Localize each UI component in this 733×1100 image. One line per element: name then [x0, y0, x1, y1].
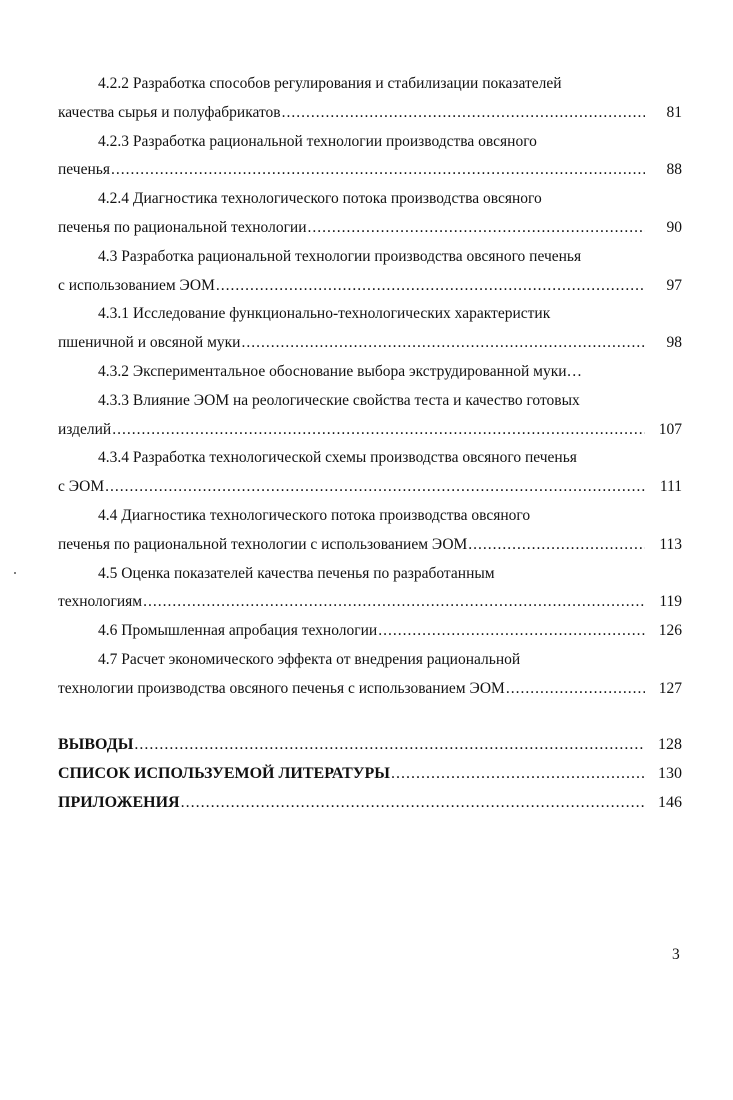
- toc-major-title: ВЫВОДЫ: [58, 736, 134, 753]
- dot-leader: [378, 617, 645, 646]
- toc-entry-title: 4.3.2 Экспериментальное обоснование выбора экструдированной муки…: [98, 362, 583, 380]
- table-of-contents: [58, 70, 682, 704]
- toc-entry-title: 4.7 Расчет экономического эффекта от внедрения рациональной: [98, 650, 521, 668]
- toc-entry-title-cont: технологиям: [58, 593, 143, 611]
- toc-page-number: 146: [658, 794, 682, 811]
- dot-leader: [391, 759, 645, 788]
- dot-leader: [112, 416, 645, 445]
- dot-leader: [506, 675, 645, 704]
- dot-leader: [216, 272, 645, 301]
- toc-entry-title: 4.6 Промышленная апробация технологии: [98, 622, 378, 640]
- toc-entry-title-cont: с ЭОМ: [58, 478, 105, 496]
- toc-entry-title-cont: печенья по рациональной технологии: [58, 218, 307, 236]
- dot-leader: [241, 329, 645, 358]
- toc-entry-4-3-1[interactable]: [58, 300, 682, 358]
- dot-leader: [282, 99, 645, 128]
- toc-entry-title-cont: технологии производства овсяного печенья с использованием ЭОМ: [58, 679, 505, 697]
- dot-leader: [181, 788, 645, 817]
- toc-entry-title: 4.2.2 Разработка способов регулирования и стабилизации показателей: [98, 75, 562, 92]
- toc-entry-4-3-3[interactable]: [58, 387, 682, 445]
- toc-page-number: 111: [659, 478, 682, 496]
- toc-entry-title-cont: печенья по рациональной технологии с использованием ЭОМ: [58, 535, 468, 553]
- toc-entry-title-cont: печенья: [58, 161, 110, 179]
- toc-page-number: 126: [658, 622, 682, 640]
- toc-page-number: 98: [666, 334, 682, 352]
- toc-entry-title: 4.3.3 Влияние ЭОМ на реологические свойства теста и качество готовых: [98, 391, 580, 409]
- toc-entry-title: 4.2.4 Диагностика технологического потока производства овсяного: [98, 190, 542, 208]
- toc-references[interactable]: [58, 759, 682, 788]
- toc-entry-4-3-2[interactable]: [58, 358, 682, 387]
- dot-leader: [143, 588, 645, 617]
- toc-entry-title: 4.4 Диагностика технологического потока производства овсяного: [98, 506, 531, 524]
- toc-entry-title-cont: с использованием ЭОМ: [58, 276, 215, 294]
- toc-entry-title-cont: пшеничной и овсяной муки: [58, 334, 241, 352]
- toc-entry-title: 4.5 Оценка показателей качества печенья по разработанным: [98, 564, 495, 582]
- toc-entry-4-3[interactable]: [58, 243, 682, 301]
- toc-entry-title: 4.3.1 Исследование функционально-технологических характеристик: [98, 305, 551, 323]
- toc-page-number: 90: [666, 218, 682, 236]
- toc-entry-4-2-4[interactable]: [58, 185, 682, 243]
- toc-entry-4-7[interactable]: [58, 646, 682, 704]
- toc-page-number: 128: [658, 736, 682, 753]
- toc-entry-title-cont: качества сырья и полуфабрикатов: [58, 103, 281, 121]
- toc-entry-title: 4.3 Разработка рациональной технологии производства овсяного печенья: [98, 247, 582, 265]
- toc-page-number: 113: [659, 535, 682, 553]
- toc-major-sections: [58, 730, 682, 817]
- toc-page-number: 97: [666, 276, 682, 294]
- toc-major-title: СПИСОК ИСПОЛЬЗУЕМОЙ ЛИТЕРАТУРЫ: [58, 765, 390, 782]
- toc-appendices[interactable]: [58, 788, 682, 817]
- toc-page-number: 88: [666, 161, 682, 179]
- toc-entry-4-2-3[interactable]: [58, 128, 682, 186]
- toc-page-number: 127: [658, 679, 682, 697]
- toc-page-number: 130: [658, 765, 682, 782]
- toc-entry-title-cont: изделий: [58, 420, 112, 438]
- toc-entry-4-6[interactable]: [58, 617, 682, 646]
- dot-leader: [134, 730, 645, 759]
- toc-page-number: 81: [666, 103, 682, 121]
- toc-entry-4-3-4[interactable]: [58, 444, 682, 502]
- toc-page-number: 119: [659, 593, 682, 611]
- toc-page-number: 107: [658, 420, 682, 438]
- toc-entry-4-5[interactable]: [58, 560, 682, 618]
- dot-leader: [468, 531, 645, 560]
- dot-leader: [111, 156, 645, 185]
- toc-entry-title: 4.2.3 Разработка рациональной технологии производства овсяного: [98, 132, 537, 150]
- toc-entry-title: 4.3.4 Разработка технологической схемы производства овсяного печенья: [98, 449, 577, 467]
- toc-entry-4-4[interactable]: [58, 502, 682, 560]
- toc-entry-4-2-2[interactable]: [58, 70, 682, 128]
- toc-major-title: ПРИЛОЖЕНИЯ: [58, 794, 180, 811]
- scan-speck: [14, 572, 16, 574]
- dot-leader: [105, 473, 645, 502]
- dot-leader: [308, 214, 645, 243]
- page-number: 3: [672, 946, 680, 963]
- toc-conclusions[interactable]: [58, 730, 682, 759]
